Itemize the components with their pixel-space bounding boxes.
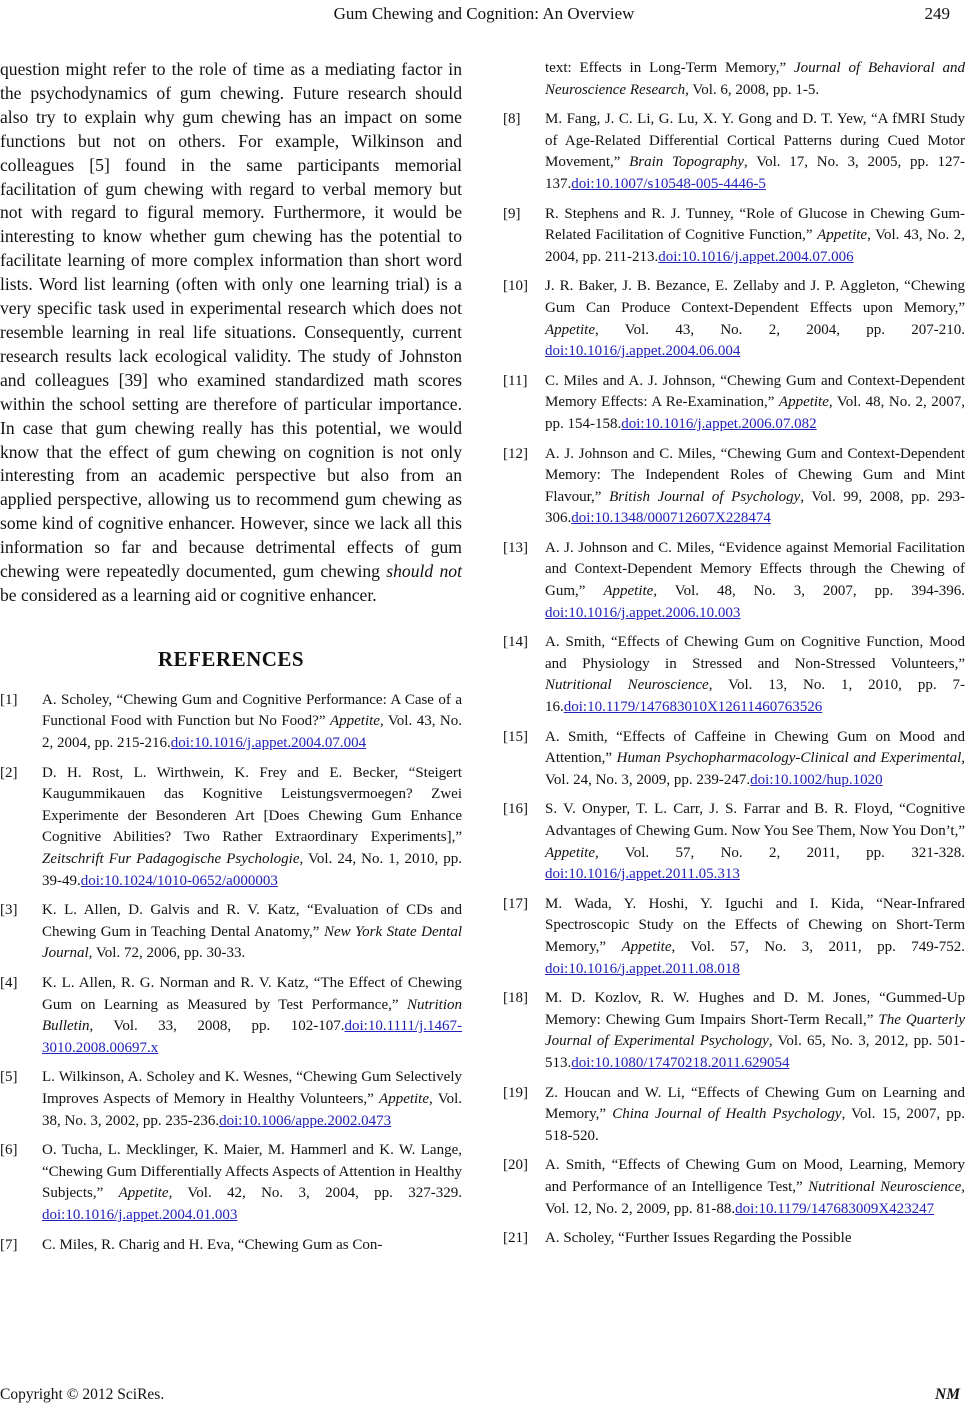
reference-item bbox=[503, 58, 965, 101]
running-title: Gum Chewing and Cognition: An Overview bbox=[333, 4, 635, 23]
reference-text: L. Wilkinson, A. Scholey and K. Wesnes, “Chewing Gum Selectively Improves Aspects of Memory in Healthy Volunteers,” bbox=[42, 1069, 462, 1107]
reference-number: [13] bbox=[503, 539, 528, 556]
reference-journal: Nutritional Neuroscience bbox=[545, 677, 709, 694]
page-header bbox=[0, 0, 968, 32]
doi-link[interactable]: doi:10.1016/j.appet.2004.06.004 bbox=[545, 343, 741, 360]
reference-details: , Vol. 72, 2006, pp. 30-33. bbox=[88, 945, 246, 962]
page-number: 249 bbox=[924, 4, 950, 23]
reference-item bbox=[0, 1140, 462, 1226]
reference-number: [15] bbox=[503, 728, 528, 745]
reference-number: [20] bbox=[503, 1157, 528, 1174]
doi-link[interactable]: doi:10.1002/hup.1020 bbox=[750, 771, 883, 788]
reference-journal: The Quarterly Journal of Experimental Psychology bbox=[545, 1011, 965, 1050]
reference-item bbox=[503, 727, 965, 792]
reference-details: , Vol. 43, No. 2, 2004, pp. 207-210. bbox=[594, 321, 965, 338]
reference-number: [16] bbox=[503, 801, 528, 818]
reference-text: A. J. Johnson and C. Miles, “Chewing Gum and Context-Dependent Memory: The Independent Roles of Chewing Gum and Mint Flavour,” bbox=[545, 445, 965, 505]
reference-number: [19] bbox=[503, 1084, 528, 1101]
reference-text: D. H. Rost, L. Wirthwein, K. Frey and E. Becker, “Steigert Kaugummikauen das Kognitive Leistungsvermoegen? Zwei Experimente der Besonderen Art [Does Chewing Gum Enhance Cognitive Abilities? Two Rather Extraordinary Experiments],” bbox=[42, 764, 462, 846]
reference-journal: Appetite bbox=[379, 1090, 430, 1107]
body-text: question might refer to the role of time as a mediating factor in the psychodynamics of gum chewing. Future research should also try to explain why gum chewing has an impact on some functions but not on others. For example, Wilkinson and colleagues [5] found in the same participants memorial facilitation of gum chewing with regard to verbal memory but not with regard to figural memory. Furthermore, it would be interesting to know whether gum chewing has the potential to facilitate learning of more complex information than short word lists. Word list learning (often with only one learning trial) is a very specific task used in experimental research which does not resemble learning in real life situations. Consequently, current research results lack ecological validity. The study of Johnston and colleagues [39] who examined standardized math scores within the school setting are therefore of particular importance. In case that gum chewing really has this potential, we would know that the effect of gum chewing on cognition is not only interesting from an academic perspective but also from an applied perspective, allowing us to recommend gum chewing as some kind of cognitive enhancer. However, since we lack all this information so far and because detrimental effects of gum chewing were repeatedly documented, gum chewing bbox=[0, 59, 462, 582]
reference-journal: Appetite bbox=[329, 713, 380, 730]
reference-details: , Vol. 42, No. 3, 2004, pp. 327-329. bbox=[168, 1185, 462, 1202]
reference-details: , Vol. 24, No. 1, 2010, pp. 39-49. bbox=[42, 851, 462, 889]
reference-item bbox=[503, 276, 965, 362]
left-column bbox=[0, 58, 462, 1264]
reference-text: O. Tucha, L. Mecklinger, K. Maier, M. Hammerl and K. W. Lange, “Chewing Gum Differentially Affects Aspects of Attention in Healthy Subjects,” bbox=[42, 1142, 462, 1202]
reference-journal: Journal of Behavioral and Neuroscience Research bbox=[545, 60, 965, 98]
reference-journal: Human Psychopharmacology-Clinical and Experimental bbox=[616, 750, 962, 767]
reference-text: A. Scholey, “Chewing Gum and Cognitive Performance: A Case of a Functional Food with Function but No Food?” bbox=[42, 691, 462, 730]
reference-number: [18] bbox=[503, 990, 528, 1007]
doi-link[interactable]: doi:10.1007/s10548-005-4446-5 bbox=[571, 175, 766, 192]
reference-number: [9] bbox=[503, 205, 521, 222]
reference-text: J. R. Baker, J. B. Bezance, E. Zellaby and J. P. Aggleton, “Chewing Gum Can Produce Context-Dependent Effects upon Memory,” bbox=[545, 278, 965, 316]
reference-item bbox=[503, 894, 965, 980]
reference-journal: Zeitschrift Fur Padagogische Psychologie bbox=[42, 851, 300, 867]
doi-link[interactable]: doi:10.1016/j.appet.2011.08.018 bbox=[545, 960, 740, 977]
reference-item bbox=[503, 1083, 965, 1148]
reference-details: , Vol. 15, 2007, pp. 518-520. bbox=[545, 1106, 966, 1144]
reference-journal: Appetite bbox=[118, 1185, 169, 1202]
reference-text: S. V. Onyper, T. L. Carr, J. S. Farrar and B. R. Floyd, “Cognitive Advantages of Chewing Gum. Now You See Them, Now You Don’t,” bbox=[545, 801, 965, 839]
reference-journal: Nutritional Neuroscience bbox=[808, 1178, 962, 1195]
doi-link[interactable]: doi:10.1179/147683010X12611460763526 bbox=[563, 699, 823, 716]
reference-text: M. D. Kozlov, R. W. Hughes and D. M. Jones, “Gummed-Up Memory: Chewing Gum Impairs Short-Term Recall,” bbox=[545, 990, 965, 1028]
doi-link[interactable]: doi:10.1016/j.appet.2004.07.004 bbox=[170, 735, 367, 752]
reference-details: , Vol. 17, No. 3, 2005, pp. 127-137. bbox=[545, 154, 965, 192]
reference-details: , Vol. 43, No. 2, 2004, pp. 215-216. bbox=[42, 713, 462, 752]
reference-number: [4] bbox=[0, 974, 18, 991]
reference-details: , Vol. 12, No. 2, 2009, pp. 81-88. bbox=[545, 1178, 965, 1217]
doi-link[interactable]: doi:10.1016/j.appet.2011.05.313 bbox=[545, 866, 740, 883]
reference-number: [10] bbox=[503, 278, 528, 295]
reference-journal: China Journal of Health Psychology bbox=[612, 1106, 842, 1123]
reference-details: , Vol. 99, 2008, pp. 293-306. bbox=[545, 488, 965, 527]
reference-number: [7] bbox=[0, 1236, 18, 1253]
doi-link[interactable]: doi:10.1016/j.appet.2006.07.082 bbox=[621, 415, 817, 432]
reference-text: M. Wada, Y. Hoshi, Y. Iguchi and I. Kida, “Near-Infrared Spectroscopic Study on the Effects of Chewing on Short-Term Memory,” bbox=[545, 895, 965, 955]
reference-text: R. Stephens and R. J. Tunney, “Role of Glucose in Chewing Gum-Related Facilitation of Cognitive Function,” bbox=[545, 205, 965, 244]
reference-item bbox=[0, 690, 462, 755]
reference-journal: Appetite bbox=[603, 583, 654, 600]
reference-journal: Appetite bbox=[621, 938, 672, 955]
reference-item bbox=[503, 444, 965, 530]
reference-journal: British Journal of Psychology bbox=[609, 488, 801, 505]
reference-details: , Vol. 24, No. 3, 2009, pp. 239-247. bbox=[545, 750, 965, 788]
doi-link[interactable]: doi:10.1016/j.appet.2006.10.003 bbox=[545, 604, 741, 621]
reference-number: [11] bbox=[503, 372, 528, 389]
reference-item bbox=[503, 1228, 965, 1250]
doi-link[interactable]: doi:10.1016/j.appet.2004.07.006 bbox=[658, 248, 854, 265]
reference-details: , Vol. 65, No. 3, 2012, pp. 501-513. bbox=[545, 1033, 966, 1071]
reference-text: Z. Houcan and W. Li, “Effects of Chewing Gum on Learning and Memory,” bbox=[545, 1084, 965, 1123]
reference-text: A. J. Johnson and C. Miles, “Evidence against Memorial Facilitation and Context-Dependent Memory Effects through the Chewing of Gum,” bbox=[545, 539, 965, 600]
reference-text: text: Effects in Long-Term Memory,” bbox=[545, 60, 794, 76]
body-paragraph bbox=[0, 58, 462, 608]
doi-link[interactable]: doi:10.1111/j.1467-3010.2008.00697.x bbox=[42, 1018, 462, 1056]
reference-text: A. Smith, “Effects of Chewing Gum on Cognitive Function, Mood and Physiology in Stressed and Non-Stressed Volunteers,” bbox=[545, 634, 965, 672]
reference-journal: Nutrition Bulletin bbox=[42, 996, 462, 1035]
reference-text: M. Fang, J. C. Li, G. Lu, X. Y. Gong and D. T. Yew, “A fMRI Study of Age-Related Differential Cortical Patterns during Cued Motor Movement,” bbox=[545, 111, 965, 171]
reference-item bbox=[503, 632, 965, 718]
right-column bbox=[503, 58, 965, 1258]
reference-item bbox=[503, 988, 965, 1074]
reference-text: K. L. Allen, D. Galvis and R. V. Katz, “Evaluation of CDs and Chewing Gum in Teaching Dental Anatomy,” bbox=[42, 902, 462, 940]
references-heading: REFERENCES bbox=[157, 646, 305, 671]
reference-item bbox=[503, 799, 965, 885]
reference-number: [3] bbox=[0, 902, 18, 919]
reference-journal: Appetite bbox=[817, 227, 868, 244]
reference-journal: Appetite bbox=[545, 844, 595, 861]
reference-number: [5] bbox=[0, 1069, 18, 1086]
reference-number: [1] bbox=[0, 691, 18, 708]
reference-details: , Vol. 6, 2008, pp. 1-5. bbox=[685, 81, 820, 98]
doi-link[interactable]: doi:10.1006/appe.2002.0473 bbox=[219, 1112, 392, 1129]
doi-link[interactable]: doi:10.1080/17470218.2011.629054 bbox=[571, 1054, 790, 1071]
reference-item bbox=[0, 1067, 462, 1132]
reference-text: C. Miles and A. J. Johnson, “Chewing Gum and Context-Dependent Memory Effects: A Re-Examination,” bbox=[545, 372, 965, 411]
reference-details: , Vol. 57, No. 3, 2011, pp. 749-752. bbox=[671, 938, 965, 955]
reference-number: [17] bbox=[503, 895, 528, 912]
doi-link[interactable]: doi:10.1024/1010-0652/a000003 bbox=[80, 872, 278, 889]
page-footer bbox=[0, 1382, 968, 1412]
reference-details: , Vol. 33, 2008, pp. 102-107. bbox=[89, 1018, 345, 1035]
reference-text: K. L. Allen, R. G. Norman and R. V. Katz, “The Effect of Chewing Gum on Learning as Measured by Test Performance,” bbox=[42, 974, 462, 1013]
reference-item bbox=[503, 1155, 965, 1220]
reference-number: [6] bbox=[0, 1142, 18, 1159]
reference-number: [2] bbox=[0, 764, 18, 781]
reference-details: , Vol. 43, No. 2, 2004, pp. 211-213. bbox=[545, 227, 965, 265]
reference-item bbox=[0, 900, 462, 965]
reference-number: [12] bbox=[503, 445, 528, 462]
reference-details: , Vol. 57, No. 2, 2011, pp. 321-328. bbox=[594, 844, 965, 861]
reference-item bbox=[503, 371, 965, 436]
reference-item bbox=[0, 973, 462, 1059]
reference-text: A. Scholey, “Further Issues Regarding the Possible bbox=[545, 1230, 852, 1247]
reference-text: A. Smith, “Effects of Chewing Gum on Mood, Learning, Memory and Performance of an Intelligence Test,” bbox=[545, 1157, 965, 1195]
reference-item bbox=[503, 204, 965, 269]
reference-item bbox=[503, 109, 965, 195]
references-list-left bbox=[0, 690, 462, 1256]
reference-item bbox=[503, 538, 965, 624]
body-text-tail: be considered as a learning aid or cognitive enhancer. bbox=[0, 584, 377, 605]
reference-item bbox=[0, 763, 462, 893]
journal-abbreviation: NM bbox=[935, 1386, 960, 1403]
reference-journal: Appetite bbox=[778, 394, 829, 411]
reference-number: [21] bbox=[503, 1230, 528, 1247]
reference-details: , Vol. 48, No. 3, 2007, pp. 394-396. bbox=[653, 583, 965, 600]
reference-details: , Vol. 48, No. 2, 2007, pp. 154-158. bbox=[545, 394, 965, 432]
reference-number: [14] bbox=[503, 634, 528, 651]
reference-details: , Vol. 38, No. 3, 2002, pp. 235-236. bbox=[42, 1090, 463, 1129]
doi-link[interactable]: doi:10.1348/000712607X228474 bbox=[571, 510, 771, 527]
reference-number: [8] bbox=[503, 111, 521, 128]
copyright-notice: Copyright © 2012 SciRes. bbox=[0, 1386, 165, 1403]
reference-text: C. Miles, R. Charig and H. Eva, “Chewing Gum as Con- bbox=[42, 1236, 383, 1253]
doi-link[interactable]: doi:10.1016/j.appet.2004.01.003 bbox=[42, 1206, 238, 1223]
references-list-right bbox=[503, 58, 965, 1250]
reference-details: , Vol. 13, No. 1, 2010, pp. 7-16. bbox=[545, 677, 965, 716]
reference-journal: Appetite bbox=[545, 321, 595, 338]
reference-journal: Brain Topography bbox=[629, 154, 744, 171]
reference-journal: New York State Dental Journal bbox=[42, 923, 462, 962]
reference-item bbox=[0, 1235, 462, 1257]
body-emphasis: should not bbox=[386, 561, 462, 582]
reference-text: A. Smith, “Effects of Caffeine in Chewing Gum on Mood and Attention,” bbox=[545, 728, 965, 767]
doi-link[interactable]: doi:10.1179/147683009X423247 bbox=[735, 1200, 935, 1217]
